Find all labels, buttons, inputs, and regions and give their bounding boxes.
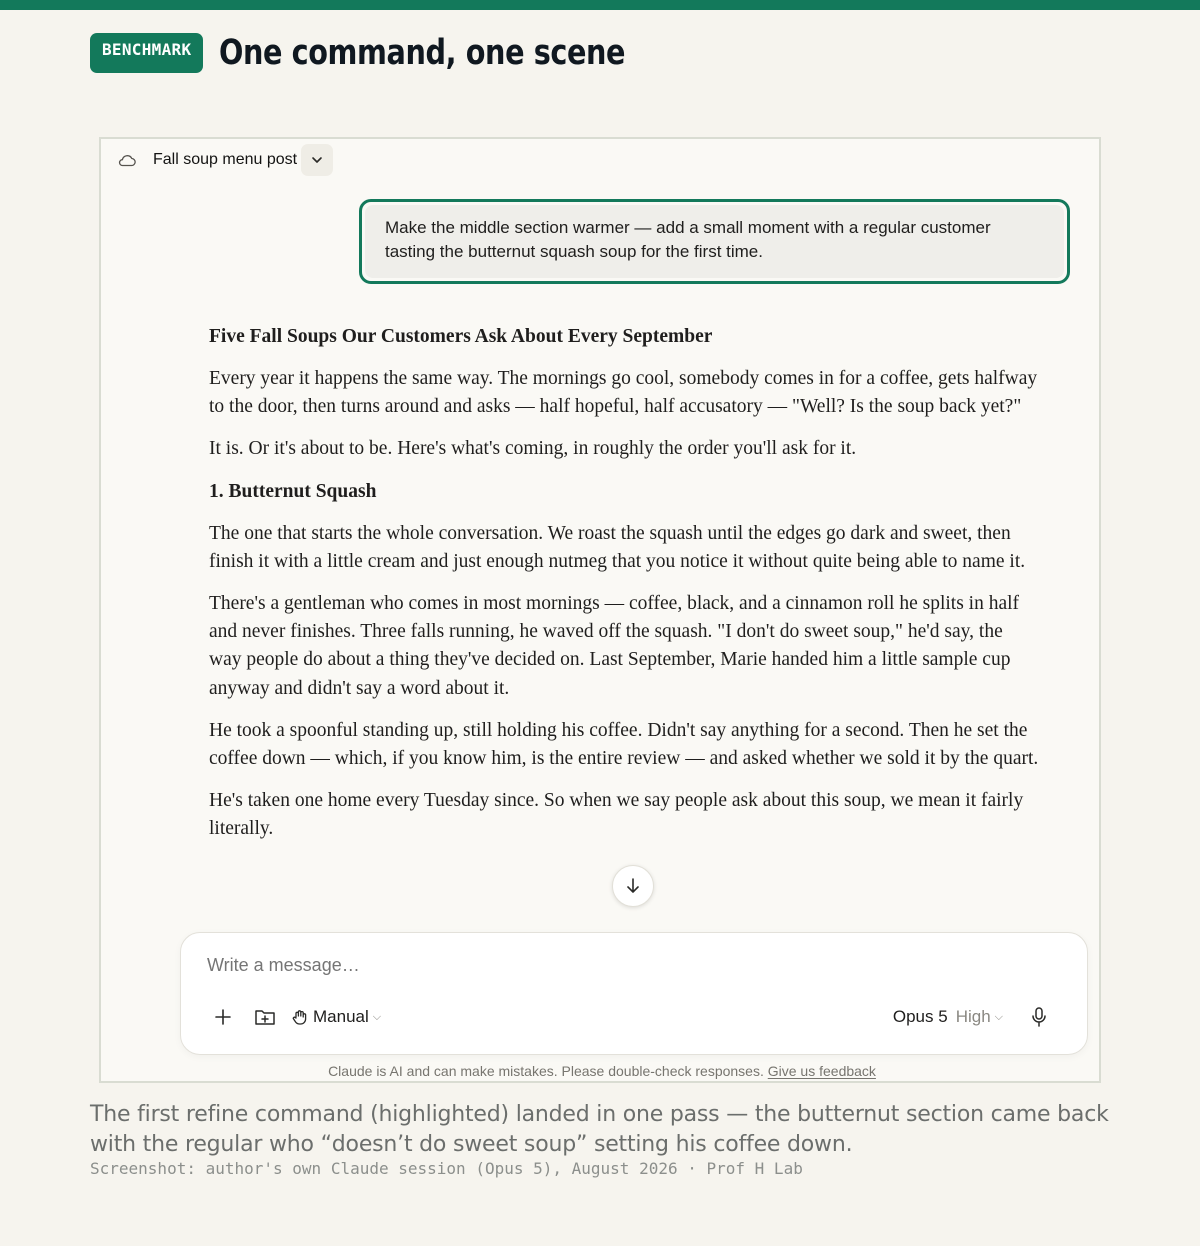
disclaimer-text: Claude is AI and can make mistakes. Please double-check responses. <box>328 1063 764 1079</box>
scroll-to-bottom-button[interactable] <box>612 865 654 907</box>
page-title: One command, one scene <box>219 33 626 73</box>
top-accent-bar <box>0 0 1200 10</box>
composer-toolbar <box>207 1001 381 1033</box>
chat-options-button[interactable] <box>301 144 333 176</box>
response-subheading: 1. Butternut Squash <box>209 480 377 502</box>
chat-screenshot <box>99 137 1101 1083</box>
page-header <box>90 28 715 78</box>
response-paragraph: Every year it happens the same way. The mornings go cool, somebody comes in for a coffee, gets halfway to the door, then turns around and asks — half hopeful, half accusatory — "Well? Is the soup back yet?" <box>209 368 1038 418</box>
figure-credit: Screenshot: author's own Claude session (Opus 5), August 2026 · Prof H Lab <box>90 1159 803 1178</box>
response-heading: Five Fall Soups Our Customers Ask About Every September <box>209 326 713 347</box>
chat-header <box>117 143 333 177</box>
user-message: Make the middle section warmer — add a small moment with a regular customer tasting the butternut squash soup for the first time. <box>365 205 1064 278</box>
microphone-icon <box>1030 1006 1048 1028</box>
cloud-icon <box>117 152 137 168</box>
arrow-down-icon <box>625 877 641 895</box>
feedback-link[interactable]: Give us feedback <box>767 1063 876 1079</box>
message-composer <box>180 932 1088 1055</box>
figure-caption: The first refine command (highlighted) landed in one pass — the butternut section came back with the regular who “doesn’t do sweet soup” setting his coffee down. <box>90 1102 1109 1157</box>
assistant-response <box>209 323 1039 844</box>
model-selector[interactable] <box>893 1001 1003 1033</box>
response-paragraph: He took a spoonful standing up, still holding his coffee. Didn't say anything for a second. Then he set the coffee down — which, if you know him, is the entire review — and asked whether we sold it by the quart. <box>209 719 1039 770</box>
mode-selector[interactable] <box>291 1007 381 1027</box>
user-message-highlight <box>359 199 1070 284</box>
effort-level: High <box>955 1007 991 1026</box>
hand-icon <box>291 1008 309 1026</box>
model-name: Opus 5 <box>892 1007 948 1026</box>
response-paragraph: He's taken one home every Tuesday since. So when we say people ask about this soup, we mean it fairly literally. <box>209 790 1024 840</box>
voice-input-button[interactable] <box>1023 1001 1055 1033</box>
mode-label: Manual <box>313 1007 369 1026</box>
chevron-down-icon <box>310 153 324 167</box>
chevron-down-icon: ⌵ <box>994 1010 1003 1023</box>
chevron-down-icon: ⌵ <box>372 1010 382 1023</box>
response-paragraph: The one that starts the whole conversation. We roast the squash until the edges go dark and sweet, then finish it with a little cream and just enough nutmeg that you notice it without quite being able to name it. <box>209 522 1026 572</box>
plus-icon <box>214 1008 232 1026</box>
add-to-project-button[interactable] <box>249 1001 281 1033</box>
response-paragraph: It is. Or it's about to be. Here's what's coming, in roughly the order you'll ask for it. <box>209 438 857 460</box>
benchmark-badge: BENCHMARK <box>90 33 203 73</box>
response-paragraph: There's a gentleman who comes in most mornings — coffee, black, and a cinnamon roll he splits in half and never finishes. Three falls running, he waved off the squash. "I don't do sweet soup," he'd say, the way people do about a thing they've decided on. Last September, Marie handed him a little sample cup anyway and didn't say a word about it. <box>209 593 1020 699</box>
add-attachment-button[interactable] <box>207 1001 239 1033</box>
folder-plus-icon <box>254 1008 276 1026</box>
message-input[interactable] <box>207 955 807 976</box>
disclaimer <box>101 1063 1101 1079</box>
chat-title[interactable]: Fall soup menu post <box>153 151 298 168</box>
